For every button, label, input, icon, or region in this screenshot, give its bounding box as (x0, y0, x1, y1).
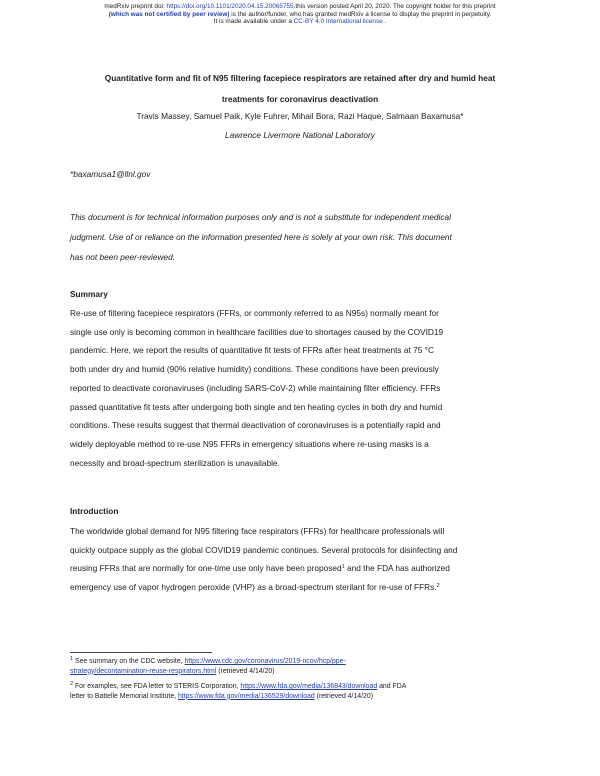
footnote-number: 2 (70, 681, 74, 687)
footnote-text: and FDA (377, 683, 407, 690)
header-line-2 (0, 11, 600, 19)
summary-line: both under dry and humid (90% relative humidity) conditions. These conditions have been previously (70, 364, 439, 375)
disclaimer-line: has not been peer-reviewed. (70, 252, 176, 262)
footnote-number: 1 (70, 656, 74, 662)
corresponding-email: *baxamusa1@llnl.gov (70, 169, 151, 179)
intro-line (70, 559, 535, 578)
summary-line: conditions. These results suggest that thermal deactivation of coronaviruses is a potentially rapid and (70, 420, 441, 431)
footnote-line (70, 657, 540, 667)
footnote-line (70, 682, 540, 692)
footnote-2 (70, 682, 540, 701)
fda-steris-link[interactable]: https://www.fda.gov/media/136843/download (240, 683, 378, 690)
preprint-header (0, 3, 600, 26)
summary-line: reported to deactivate coronaviruses (including SARS-CoV-2) while maintaining filter efficiency. FFRs (70, 382, 441, 393)
footnote-line (70, 692, 540, 702)
footnote-line (70, 667, 540, 677)
summary-paragraph (70, 304, 535, 472)
cdc-link[interactable]: https://www.cdc.gov/coronavirus/2019-ncov/hcp/ppe- (184, 658, 346, 665)
title-line-1: Quantitative form and fit of N95 filtering facepiece respirators are retained after dry and humid heat (104, 73, 496, 83)
summary-line: single use only is becoming common in healthcare facilities due to shortages caused by the COVID19 (70, 326, 444, 337)
intro-line: quickly outpace supply as the global COVID19 pandemic continues. Several protocols for disinfecting and (70, 544, 458, 555)
header-version-text: .this version posted April 20, 2020. The copyright holder for this preprint (293, 3, 496, 10)
header-line-3 (0, 18, 600, 26)
summary-heading: Summary (70, 289, 108, 299)
header-doi-prefix: medRxiv preprint doi: (104, 3, 167, 10)
footnote-ref-1[interactable]: 1 (341, 564, 345, 571)
footnote-ref-2[interactable]: 2 (436, 583, 440, 590)
affiliation: Lawrence Livermore National Laboratory (225, 130, 375, 140)
footnote-text: See summary on the CDC website, (73, 658, 185, 665)
disclaimer-line: This document is for technical information purposes only and is not a substitute for independent medical (70, 212, 451, 222)
paper-title (50, 68, 550, 110)
intro-line: The worldwide global demand for N95 filtering face respirators (FFRs) for healthcare professionals will (70, 526, 445, 536)
introduction-paragraph (70, 522, 535, 597)
intro-text: reusing FFRs that are normally for one-time use only have been proposed (70, 563, 342, 574)
peer-review-notice: (which was not certified by peer review) (108, 10, 230, 18)
intro-line (70, 578, 535, 597)
cdc-link-continued[interactable]: strategy/decontamination-reuse-respirators.html (70, 667, 217, 675)
author-list: Travis Massey, Samuel Paik, Kyle Fuhrer, Mihail Bora, Razi Haque, Salmaan Baxamusa* (136, 111, 464, 121)
title-line-2: treatments for coronavirus deactivation (221, 94, 379, 104)
disclaimer (70, 207, 535, 267)
summary-line: widely deployable method to re-use N95 FFRs in emergency situations where re-using masks is a (70, 438, 429, 449)
license-link[interactable]: CC-BY 4.0 International license (293, 18, 383, 26)
footnote-retrieved: (retrieved 4/14/20) (216, 667, 275, 675)
footnote-retrieved: (retrieved 4/14/20) (314, 692, 373, 700)
intro-text: emergency use of vapor hydrogen peroxide (VHP) as a broad-spectrum sterilant for re-use of FFRs. (70, 582, 437, 593)
header-period: . (382, 18, 387, 26)
summary-line: necessity and broad-spectrum sterilization is unavailable. (70, 457, 280, 468)
footnote-divider (70, 652, 212, 653)
doi-link[interactable]: https://doi.org/10.1101/2020.04.15.20065755 (166, 3, 294, 10)
summary-line: pandemic. Here, we report the results of quantitative fit tests of FFRs after heat treatments at 75 °C (70, 345, 434, 356)
header-license-text: is the author/funder, who has granted medRxiv a license to display the preprint in perpetuity. (229, 10, 492, 18)
footnote-text: letter to Battelle Memorial Institute, (70, 692, 178, 700)
footnote-text: For examples, see FDA letter to STERIS Corporation, (73, 683, 241, 690)
summary-line: Re-use of filtering facepiece respirators (FFRs, or commonly referred to as N95s) normally meant for (70, 308, 439, 318)
intro-text: and the FDA has authorized (344, 563, 450, 574)
fda-battelle-link[interactable]: https://www.fda.gov/media/136529/download (178, 692, 315, 700)
introduction-heading: Introduction (70, 506, 119, 516)
header-available-text: It is made available under a (213, 18, 294, 26)
header-line-1 (0, 3, 600, 11)
footnote-1 (70, 657, 540, 676)
summary-line: passed quantitative fit tests after undergoing both single and ten heating cycles in both dry and humid (70, 401, 443, 412)
disclaimer-line: judgment. Use of or reliance on the information presented here is solely at your own risk. This document (70, 232, 452, 242)
